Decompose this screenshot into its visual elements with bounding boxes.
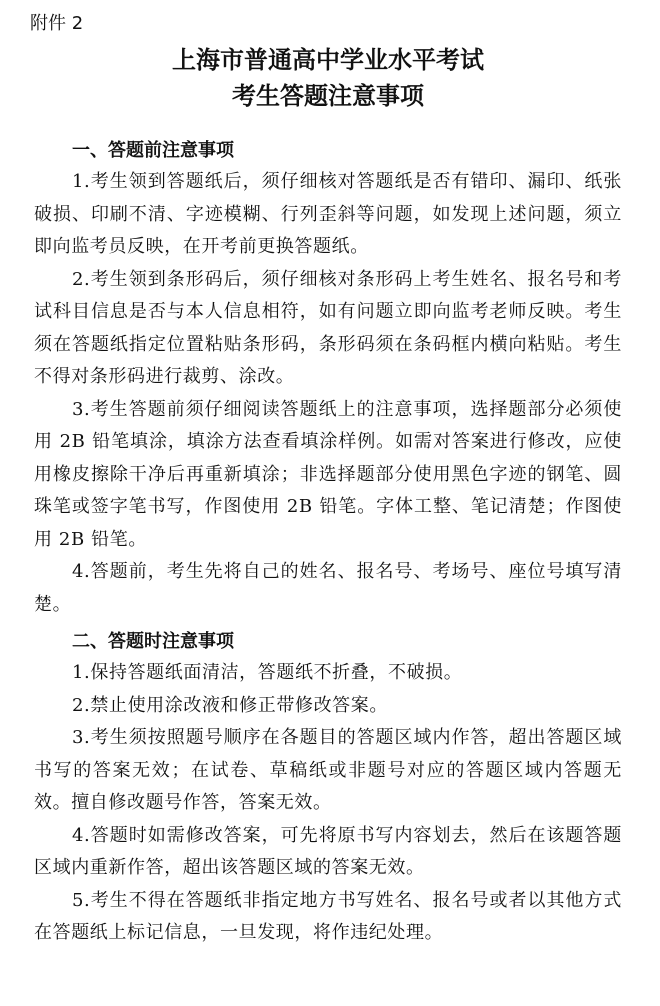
list-item: 3.考生须按照题号顺序在各题目的答题区域内作答，超出答题区域书写的答案无效；在试卷、草稿纸或非题号对应的答题区域内答题无效。擅自修改题号作答，答案无效。 — [34, 727, 622, 813]
list-item: 5.考生不得在答题纸非指定地方书写姓名、报名号或者以其他方式在答题纸上标记信息，一旦发现，将作违纪处理。 — [34, 889, 622, 943]
document-title-line-2: 考生答题注意事项 — [232, 81, 424, 110]
list-item: 1.考生领到答题纸后，须仔细核对答题纸是否有错印、漏印、纸张破损、印刷不清、字迹模糊、行列歪斜等问题，如发现上述问题，须立即向监考员反映，在开考前更换答题纸。 — [34, 171, 622, 257]
attachment-label: 附件 2 — [30, 13, 84, 34]
document-title-line-1: 上海市普通高中学业水平考试 — [172, 45, 484, 74]
list-item: 2.考生领到条形码后，须仔细核对条形码上考生姓名、报名号和考试科目信息是否与本人信息相符，如有问题立即向监考老师反映。考生须在答题纸指定位置粘贴条形码，条形码须在条码框内横向粘贴。考生不得对条形码进行裁剪、涂改。 — [34, 268, 622, 387]
list-item: 3.考生答题前须仔细阅读答题纸上的注意事项，选择题部分必须使用 2B 铅笔填涂，填涂方法查看填涂样例。如需对答案进行修改，应使用橡皮擦除干净后再重新填涂；非选择题部分使用黑色字迹的钢笔、圆珠笔或签字笔书写，作图使用 2B 铅笔。字体工整、笔记清楚；作图使用 2B 铅笔。 — [34, 398, 622, 550]
section-before-answering — [34, 136, 622, 621]
section-while-answering — [34, 627, 622, 950]
list-item: 1.保持答题纸面清洁，答题纸不折叠，不破损。 — [72, 662, 463, 683]
section-heading: 一、答题前注意事项 — [72, 140, 234, 161]
section-heading: 二、答题时注意事项 — [72, 631, 234, 652]
list-item: 4.答题前，考生先将自己的姓名、报名号、考场号、座位号填写清楚。 — [34, 561, 622, 615]
list-item: 4.答题时如需修改答案，可先将原书写内容划去，然后在该题答题区域内重新作答，超出该答题区域的答案无效。 — [34, 824, 622, 878]
list-item: 2.禁止使用涂改液和修正带修改答案。 — [72, 694, 388, 716]
